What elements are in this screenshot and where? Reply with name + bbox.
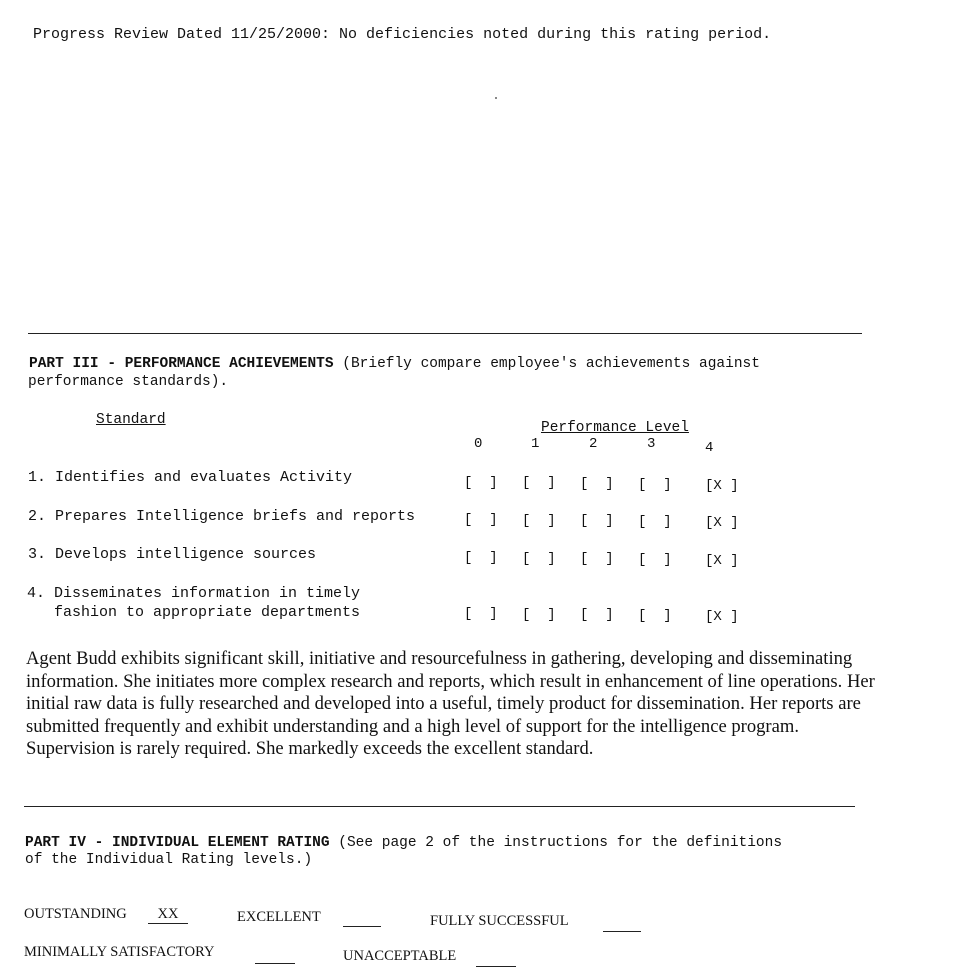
section-divider-part4 — [24, 806, 855, 807]
part3-heading-line — [29, 356, 760, 372]
standard-row-2-level-1: [ ] — [522, 513, 556, 529]
rating-unacceptable-value — [476, 949, 516, 967]
standard-row-4-level-1: [ ] — [522, 607, 556, 623]
part4-heading: PART IV - INDIVIDUAL ELEMENT RATING — [25, 835, 330, 851]
standard-row-4-label-line2: fashion to appropriate departments — [27, 604, 361, 621]
part3-subheading-line2: performance standards). — [28, 374, 229, 390]
progress-review-text: Progress Review Dated 11/25/2000: No deficiencies noted during this rating period. — [33, 26, 772, 43]
level-header-4: 4 — [705, 440, 714, 456]
standard-row-2-level-0: [ ] — [464, 512, 498, 528]
standard-row-4-label: 4. Disseminates information in timely — [27, 585, 361, 602]
rating-minimally-satisfactory-value — [255, 946, 295, 964]
standard-row-4-level-2: [ ] — [580, 607, 614, 623]
section-divider-part3 — [28, 333, 862, 334]
standard-row-4-level-0: [ ] — [464, 606, 498, 622]
rating-excellent-value — [343, 909, 381, 927]
standard-row-3-level-1: [ ] — [522, 551, 556, 567]
standard-row-1-level-0: [ ] — [464, 475, 498, 491]
part4-heading-line — [25, 835, 782, 851]
standard-row-3-label: 3. Develops intelligence sources — [28, 546, 317, 563]
rating-excellent-label: EXCELLENT — [237, 909, 321, 925]
rating-outstanding-label: OUTSTANDING — [24, 906, 127, 922]
level-header-3: 3 — [647, 436, 656, 452]
part3-subheading: (Briefly compare employee's achievements against — [333, 356, 760, 372]
part4-subheading-line2: of the Individual Rating levels.) — [25, 852, 313, 868]
standard-row-3-level-0: [ ] — [464, 550, 498, 566]
rating-outstanding-value: XX — [148, 906, 188, 924]
standard-column-header: Standard — [96, 412, 166, 428]
standard-row-2-level-2: [ ] — [580, 513, 614, 529]
rating-fully-successful-label: FULLY SUCCESSFUL — [430, 913, 569, 929]
rating-minimally-satisfactory-label: MINIMALLY SATISFACTORY — [24, 944, 215, 960]
standard-row-2-level-3: [ ] — [638, 514, 672, 530]
rating-unacceptable-label: UNACCEPTABLE — [343, 948, 457, 964]
scan-speck — [495, 97, 497, 99]
standard-row-1-level-2: [ ] — [580, 476, 614, 492]
standard-row-1-level-4: [X ] — [705, 478, 739, 494]
standard-row-2-label: 2. Prepares Intelligence briefs and reports — [28, 508, 416, 525]
standard-row-4-level-3: [ ] — [638, 608, 672, 624]
level-header-0: 0 — [474, 436, 483, 452]
performance-level-header: Performance Level — [541, 420, 689, 436]
performance-narrative: Agent Budd exhibits significant skill, initiative and resourcefulness in gathering, developing and disseminating information. She initiates more complex research and reports, which result in enhancement of line operations. Her initial raw data is fully researched and developed into a useful, timely product for dissemination. Her reports are submitted frequently and exhibit understanding and a high level of support for the intelligence program. Supervision is rarely required. She markedly exceeds the excellent standard. — [26, 648, 875, 759]
level-header-1: 1 — [531, 436, 540, 452]
standard-row-1-level-3: [ ] — [638, 477, 672, 493]
standard-row-3-level-2: [ ] — [580, 551, 614, 567]
standard-row-4-level-4: [X ] — [705, 609, 739, 625]
rating-fully-successful-value — [603, 914, 641, 932]
level-header-2: 2 — [589, 436, 598, 452]
part3-heading: PART III - PERFORMANCE ACHIEVEMENTS — [29, 356, 334, 372]
standard-row-1-level-1: [ ] — [522, 475, 556, 491]
standard-row-3-level-4: [X ] — [705, 553, 739, 569]
standard-row-1-label: 1. Identifies and evaluates Activity — [28, 469, 353, 486]
standard-row-3-level-3: [ ] — [638, 552, 672, 568]
standard-row-2-level-4: [X ] — [705, 515, 739, 531]
part4-subheading: (See page 2 of the instructions for the definitions — [329, 835, 783, 851]
